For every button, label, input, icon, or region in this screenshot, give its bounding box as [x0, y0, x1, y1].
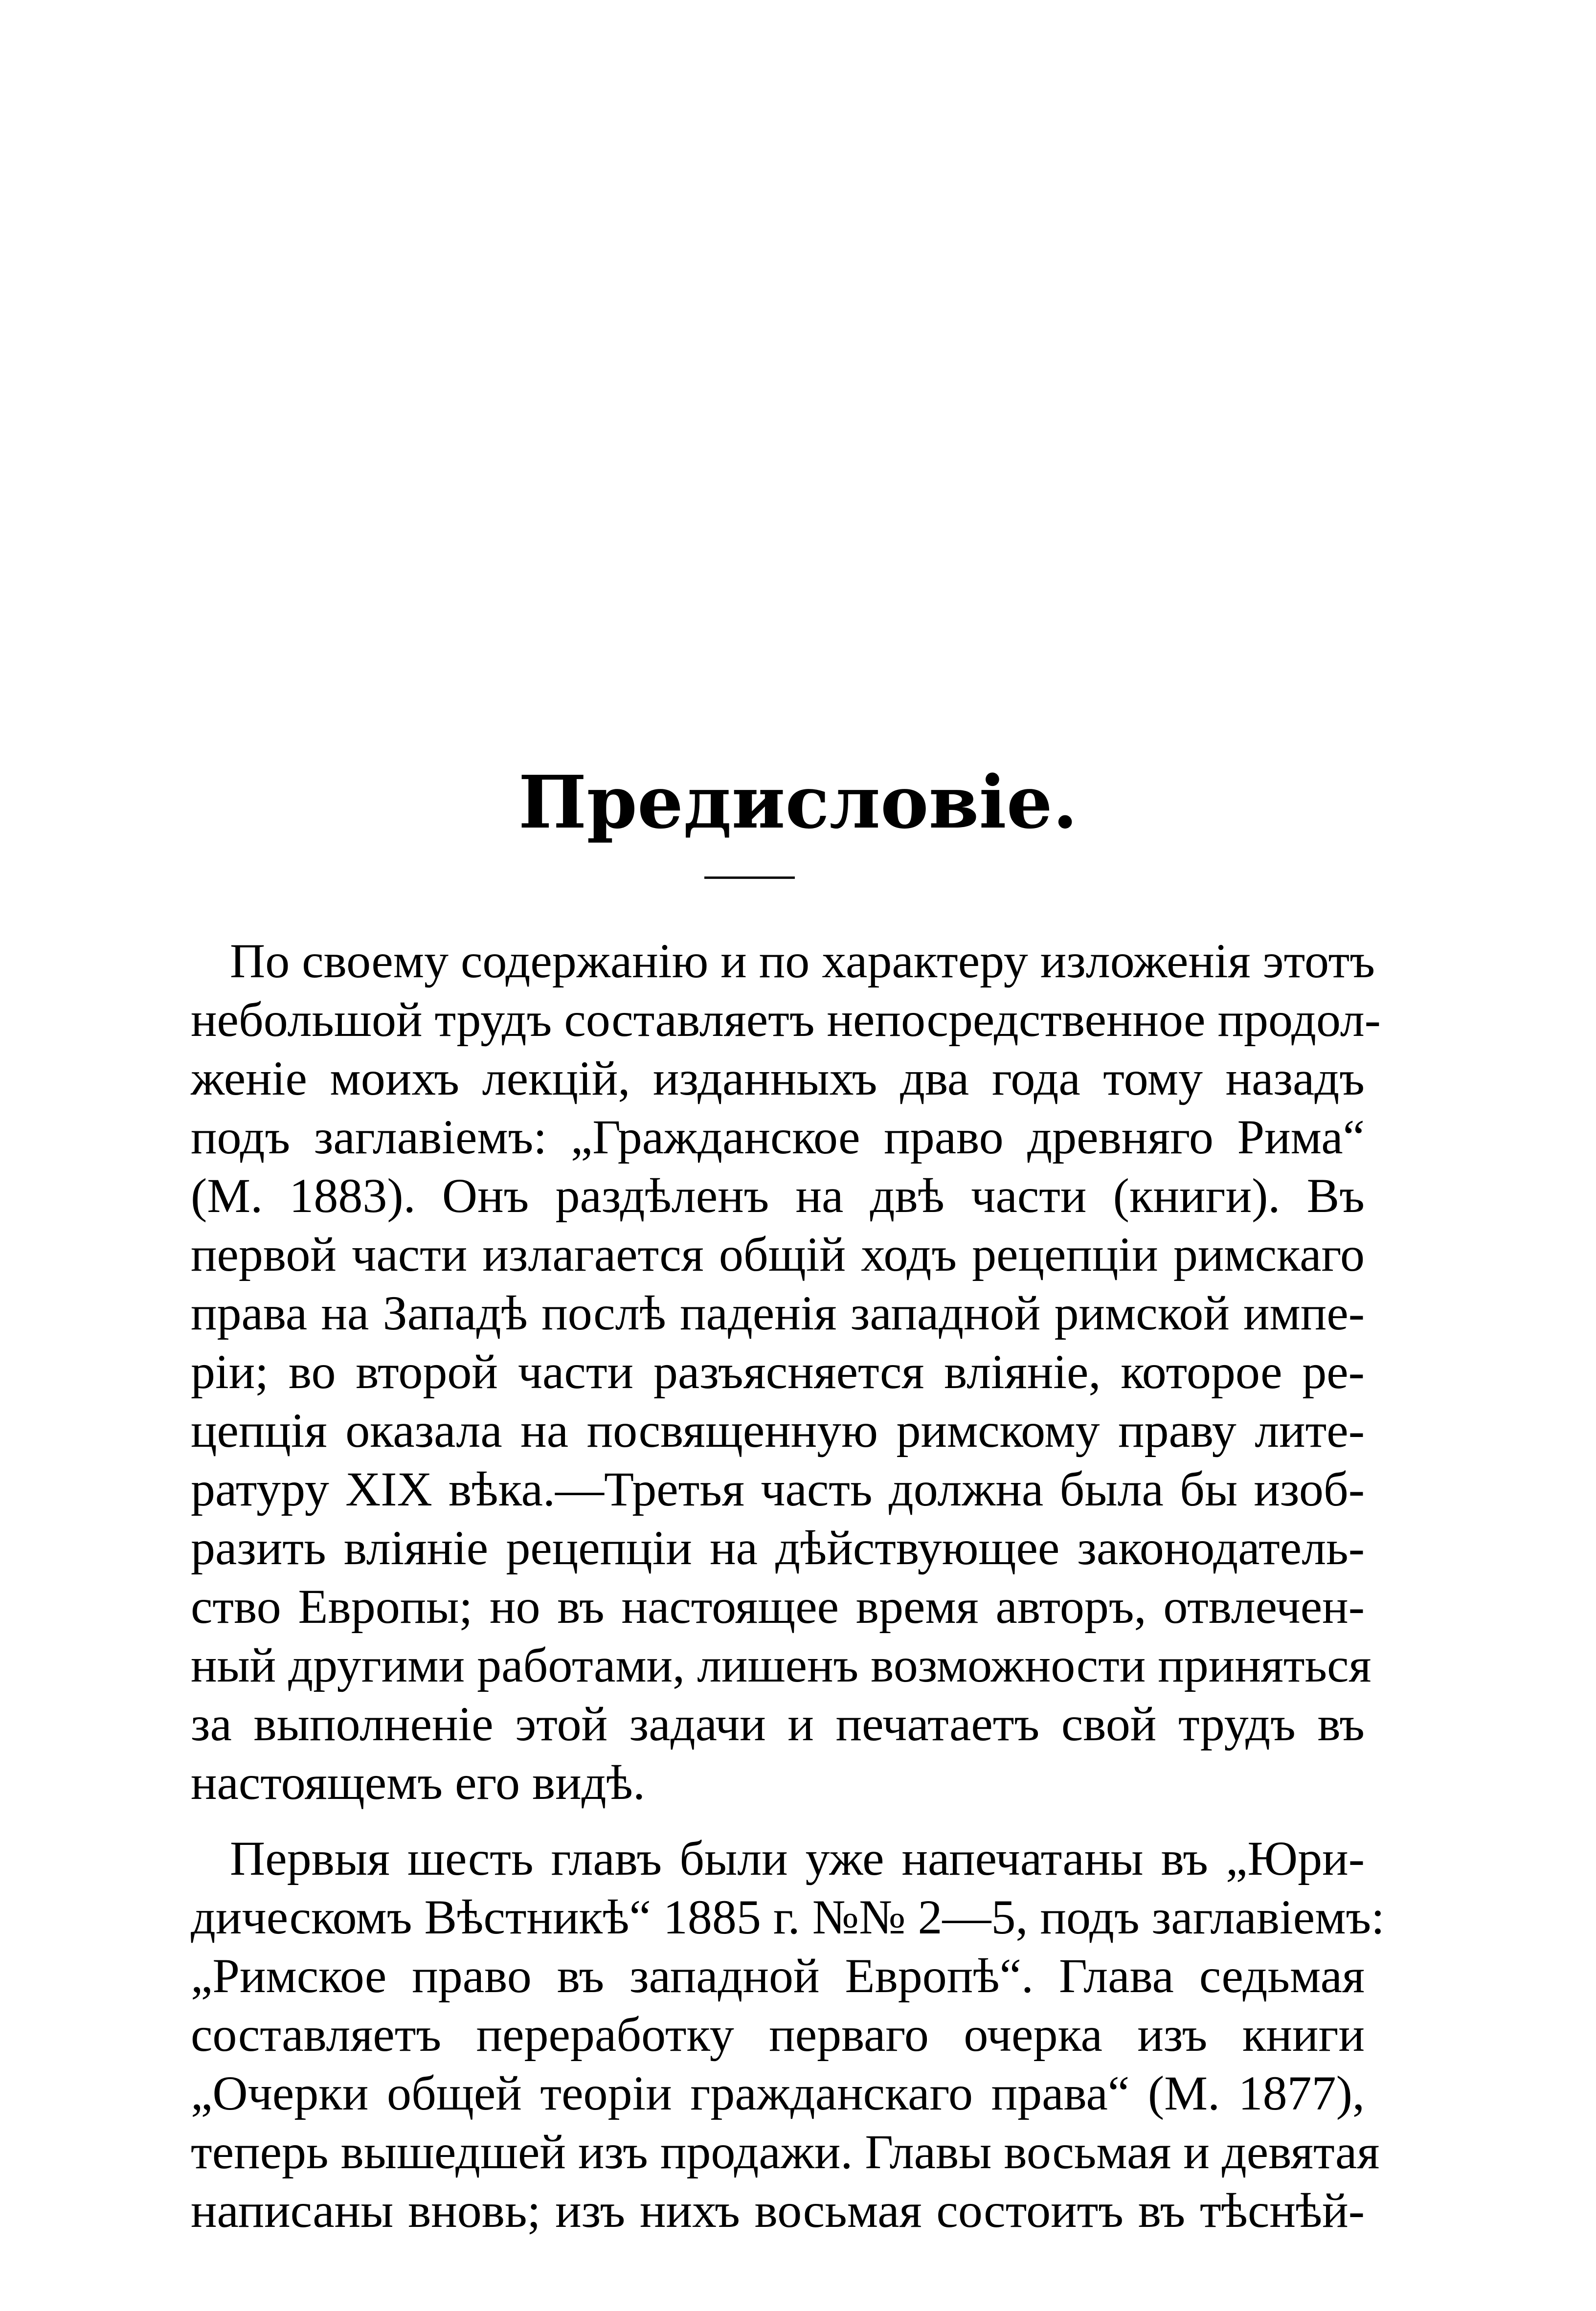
text-line: права на Западѣ послѣ паденія западной римской импе-: [191, 1286, 1365, 1340]
text-line: настоящемъ его видѣ.: [191, 1755, 645, 1810]
text-line: написаны вновь; изъ нихъ восьмая состоитъ въ тѣснѣй-: [191, 2183, 1365, 2238]
body-text: [191, 932, 1385, 2240]
text-line: „Римское право въ западной Европѣ“. Глава седьмая: [191, 1949, 1365, 2003]
text-line: небольшой трудъ составляетъ непосредственное продол-: [191, 992, 1381, 1047]
text-line: женіе моихъ лекцій, изданныхъ два года тому назадъ: [191, 1051, 1365, 1105]
text-line: ратуру XIX вѣка.—Третья часть должна была бы изоб-: [191, 1462, 1365, 1516]
text-line: разить вліяніе рецепціи на дѣйствующее законодатель-: [191, 1521, 1365, 1575]
text-line: составляетъ переработку перваго очерка изъ книги: [191, 2007, 1365, 2062]
text-line: По своему содержанію и по характеру изложенія этотъ: [230, 934, 1375, 988]
text-line: первой части излагается общій ходъ рецепціи римскаго: [191, 1227, 1365, 1281]
text-line: подъ заглавіемъ: „Гражданское право древняго Рима“: [191, 1110, 1365, 1164]
title-divider: [704, 876, 795, 879]
text-line: ріи; во второй части разъясняется вліяніе, которое ре-: [191, 1345, 1365, 1399]
text-line: „Очерки общей теоріи гражданскаго права“ (М. 1877),: [191, 2066, 1365, 2120]
text-line: ный другими работами, лишенъ возможности приняться: [191, 1638, 1371, 1692]
paragraph-gap: [191, 1812, 1365, 1829]
text-line: цепція оказала на посвященную римскому праву лите-: [191, 1403, 1365, 1458]
page-title: Предисловіе.: [518, 760, 1078, 845]
text-line: за выполненіе этой задачи и печатаетъ свой трудъ въ: [191, 1697, 1365, 1751]
text-line: Первыя шесть главъ были уже напечатаны въ „Юри-: [230, 1831, 1365, 1885]
text-line: теперь вышедшей изъ продажи. Главы восьмая и девятая: [191, 2125, 1380, 2179]
text-line: (М. 1883). Онъ раздѣленъ на двѣ части (книги). Въ: [191, 1168, 1365, 1223]
text-line: дическомъ Вѣстникѣ“ 1885 г. №№ 2—5, подъ заглавіемъ:: [191, 1890, 1385, 1944]
text-line: ство Европы; но въ настоящее время авторъ, отвлечен-: [191, 1579, 1365, 1634]
